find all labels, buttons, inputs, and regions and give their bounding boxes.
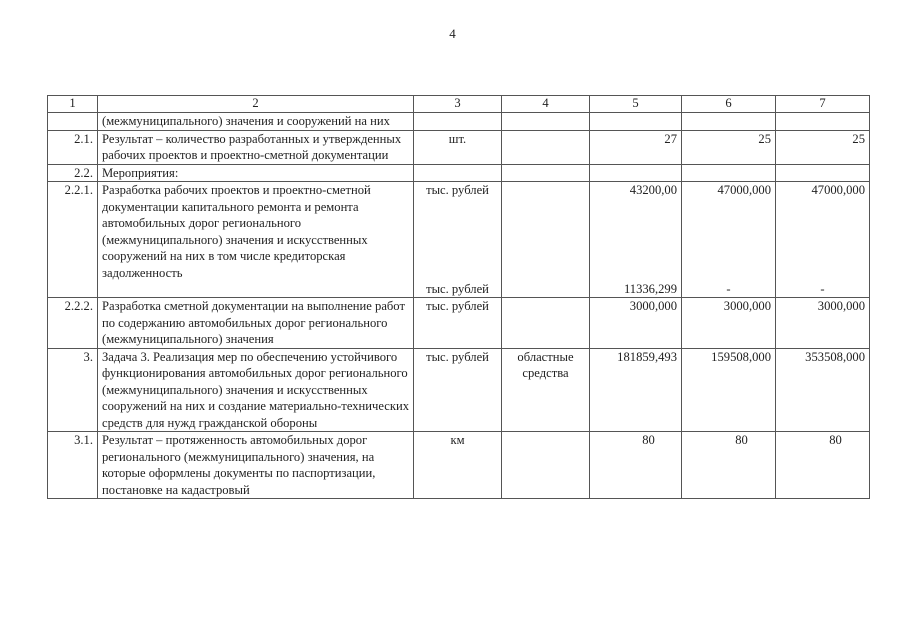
row-description: Задача 3. Реализация мер по обеспечению устойчивого функционирования автомобильных дорог регионального (межмуниципального) значения и искусственных сооружений на них и создание материально-технических средств для нужд гражданской обороны [98, 348, 414, 432]
row-unit: км [414, 432, 502, 499]
table-row [48, 113, 870, 131]
row-value-6 [682, 164, 776, 182]
row-value-6-cell [682, 182, 776, 298]
row-value-5: 27 [590, 130, 682, 164]
row-number: 3.1. [48, 432, 98, 499]
row-unit [414, 164, 502, 182]
header-cell: 3 [414, 96, 502, 113]
row-number: 2.2. [48, 164, 98, 182]
row-source [502, 298, 590, 349]
row-number: 2.2.1. [48, 182, 98, 298]
row-value-6 [682, 113, 776, 131]
row-number: 3. [48, 348, 98, 432]
row-value-7 [776, 113, 870, 131]
row-value-7-cell [776, 182, 870, 298]
row-value-7: 47000,000 [811, 183, 865, 197]
row-value-7-secondary: - [820, 281, 825, 296]
table-row [48, 298, 870, 349]
row-value-6: 47000,000 [717, 183, 771, 197]
row-value-5-secondary: 11336,299 [623, 281, 677, 296]
table-header-row [48, 96, 870, 113]
row-source [502, 113, 590, 131]
row-value-7: 80 [776, 432, 870, 499]
page-number: 4 [449, 26, 456, 41]
row-unit: шт. [414, 130, 502, 164]
row-number [48, 113, 98, 131]
header-cell: 5 [590, 96, 682, 113]
table-row [48, 130, 870, 164]
row-value-7: 25 [776, 130, 870, 164]
row-value-6: 80 [682, 432, 776, 499]
row-value-7: 353508,000 [776, 348, 870, 432]
row-unit-cell [414, 182, 502, 298]
row-value-7: 3000,000 [776, 298, 870, 349]
row-value-5: 3000,000 [590, 298, 682, 349]
header-cell: 4 [502, 96, 590, 113]
row-value-6: 25 [682, 130, 776, 164]
row-value-5: 43200,00 [629, 183, 677, 197]
row-description: (межмуниципального) значения и сооружений на них [98, 113, 414, 131]
table-row [48, 432, 870, 499]
row-description: Результат – количество разработанных и утвержденных рабочих проектов и проектно-сметной документации [98, 130, 414, 164]
row-value-6: 159508,000 [682, 348, 776, 432]
table-row [48, 164, 870, 182]
row-source [502, 182, 590, 298]
row-value-7 [776, 164, 870, 182]
row-description: Разработка рабочих проектов и проектно-сметной документации капитального ремонта и ремонта автомобильных дорог регионального (межмуниципального) значения и искусственных сооружений на них в том числе кредиторская задолженность [98, 182, 414, 298]
table-row [48, 348, 870, 432]
header-cell: 6 [682, 96, 776, 113]
row-source [502, 164, 590, 182]
row-value-5: 80 [590, 432, 682, 499]
row-value-5 [590, 164, 682, 182]
spacer [594, 199, 677, 281]
row-description: Разработка сметной документации на выполнение работ по содержанию автомобильных дорог регионального (межмуниципального) значения [98, 298, 414, 349]
row-unit: тыс. рублей [426, 183, 489, 197]
spacer [780, 199, 865, 281]
row-number: 2.1. [48, 130, 98, 164]
row-source: областные средства [502, 348, 590, 432]
table-row [48, 182, 870, 298]
spacer [686, 199, 771, 281]
row-value-5: 181859,493 [590, 348, 682, 432]
row-unit: тыс. рублей [414, 298, 502, 349]
row-description: Результат – протяженность автомобильных дорог регионального (межмуниципального) значения, на которые оформлены документы по паспортизации, постановке на кадастровый [98, 432, 414, 499]
row-value-6: 3000,000 [682, 298, 776, 349]
row-value-5 [590, 113, 682, 131]
program-table [47, 95, 870, 499]
header-cell: 1 [48, 96, 98, 113]
row-number: 2.2.2. [48, 298, 98, 349]
row-source [502, 432, 590, 499]
row-unit [414, 113, 502, 131]
header-cell: 2 [98, 96, 414, 113]
row-source [502, 130, 590, 164]
row-unit: тыс. рублей [414, 348, 502, 432]
spacer [418, 199, 497, 281]
row-description: Мероприятия: [98, 164, 414, 182]
header-cell: 7 [776, 96, 870, 113]
row-value-5-cell [590, 182, 682, 298]
row-unit-secondary: тыс. рублей [426, 281, 489, 296]
row-value-6-secondary: - [726, 281, 731, 296]
